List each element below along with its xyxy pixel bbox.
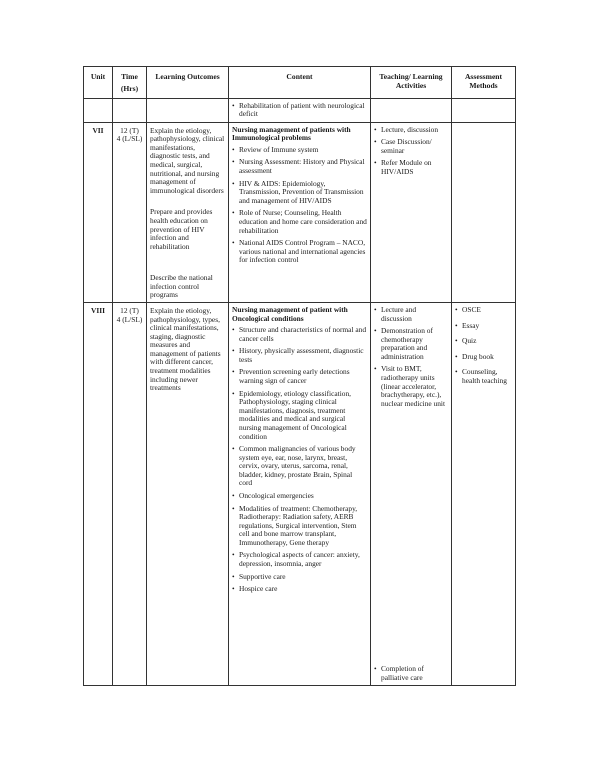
time-theory: 12 (T) [120, 125, 139, 135]
time-theory: 12 (T) [120, 306, 139, 315]
list-item: • Review of Immune system [232, 146, 367, 155]
list-item: • Common malignancies of various body system eye, ear, nose, larynx, breast, cervix, ovary, uterus, sarcoma, renal, bladder, kidney, prostate Brain, Spinal cord [232, 445, 367, 488]
outcome-text: Explain the etiology, pathophysiology, types, clinical manifestations, staging, diagnostic measures and management of patients with different cancer, treatment modalities including newer treatments [150, 306, 221, 393]
header-content: Content [229, 67, 371, 99]
list-item: • HIV & AIDS: Epidemiology, Transmission, Prevention of Transmission and management of HIV/AIDS [232, 180, 367, 206]
cell-assessment-blank [452, 98, 516, 122]
cell-content-continued [229, 98, 371, 122]
list-item: • Rehabilitation of patient with neurological deficit [232, 102, 367, 119]
list-item: • Hospice care [232, 585, 367, 594]
list-item: • Supportive care [232, 573, 367, 582]
teaching-list-end [374, 665, 448, 682]
continued-row [84, 98, 516, 122]
content-list [232, 326, 367, 594]
list-item: • Demonstration of chemotherapy preparation and administration [374, 327, 448, 361]
cell-teaching-blank [371, 98, 452, 122]
assessment-list [455, 306, 512, 385]
learning-outcomes [147, 303, 229, 686]
outcome-text: Prepare and provides health education on prevention of HIV infection and rehabilitation [150, 207, 213, 251]
content-title: Nursing management of patients with Immunological problems [232, 124, 351, 143]
content-cell [229, 122, 371, 302]
learning-outcomes [147, 122, 229, 302]
unit-row-viii [84, 303, 516, 686]
unit-time [113, 303, 147, 686]
continued-content-list [232, 102, 367, 119]
list-item: • Psychological aspects of cancer: anxiety, depression, insomnia, anger [232, 551, 367, 568]
content-cell [229, 303, 371, 686]
curriculum-table [83, 66, 516, 686]
content-list [232, 146, 367, 265]
list-item: • Nursing Assessment: History and Physical assessment [232, 158, 367, 175]
outcome-text: Describe the national infection control programs [150, 273, 213, 300]
header-time-unit: (Hrs) [120, 83, 139, 93]
unit-number: VIII [84, 303, 113, 686]
list-item: • OSCE [455, 306, 512, 315]
list-item: • Visit to BMT, radiotherapy units (linear accelerator, brachytherapy, etc.), nuclear medicine unit [374, 365, 448, 408]
cell-time-blank [113, 98, 147, 122]
list-item: • National AIDS Control Program – NACO, various national and international agencies for infection control [232, 239, 367, 265]
list-item: • Counseling, health teaching [455, 368, 512, 385]
list-item: • Essay [455, 322, 512, 331]
header-unit: Unit [84, 67, 113, 99]
time-lab: 4 (L/SL) [116, 134, 143, 144]
header-teaching: Teaching/ Learning Activities [371, 67, 452, 99]
content-title: Nursing management of patient with Oncological conditions [232, 305, 348, 323]
list-item: • Quiz [455, 337, 512, 346]
list-item: • Prevention screening early detections warning sign of cancer [232, 368, 367, 385]
assessment-cell [452, 303, 516, 686]
list-item: • Structure and characteristics of normal and cancer cells [232, 326, 367, 343]
list-item: • Completion of palliative care [374, 665, 448, 682]
time-lab: 4 (L/SL) [116, 314, 143, 324]
unit-row-vii [84, 122, 516, 302]
list-item: • Modalities of treatment: Chemotherapy, Radiotherapy: Radiation safety, AERB regulations, Surgical intervention, Stem cell and bone marrow transplant, Immunotherapy, Gene therapy [232, 505, 367, 548]
list-item: • Oncological emergencies [232, 492, 367, 501]
list-item: • Drug book [455, 353, 512, 362]
list-item: • Case Discussion/ seminar [374, 138, 448, 155]
teaching-cell [371, 122, 452, 302]
list-item: • Lecture, discussion [374, 126, 448, 135]
unit-time [113, 122, 147, 302]
list-item: • Epidemiology, etiology classification, Pathophysiology, staging clinical manifestations, diagnosis, treatment modalities and medical and surgical nursing management of Oncological condition [232, 390, 367, 441]
teaching-list [374, 126, 448, 177]
header-assessment: Assessment Methods [452, 67, 516, 99]
unit-number: VII [84, 122, 113, 302]
list-item: • History, physically assessment, diagnostic tests [232, 347, 367, 364]
outcome-text: Explain the etiology, pathophysiology, clinical manifestations, diagnostic tests, and medical, surgical, nutritional, and nursing management of immunological disorders [150, 125, 225, 195]
teaching-cell [371, 303, 452, 686]
cell-unit-blank [84, 98, 113, 122]
header-time [113, 67, 147, 99]
cell-outcomes-blank [147, 98, 229, 122]
assessment-cell [452, 122, 516, 302]
teaching-list [374, 306, 448, 408]
header-outcomes: Learning Outcomes [147, 67, 229, 99]
list-item: • Refer Module on HIV/AIDS [374, 159, 448, 176]
header-row [84, 67, 516, 99]
list-item: • Role of Nurse; Counseling, Health education and home care consideration and rehabilitation [232, 209, 367, 235]
header-time-label: Time [121, 72, 138, 81]
list-item: • Lecture and discussion [374, 306, 448, 323]
